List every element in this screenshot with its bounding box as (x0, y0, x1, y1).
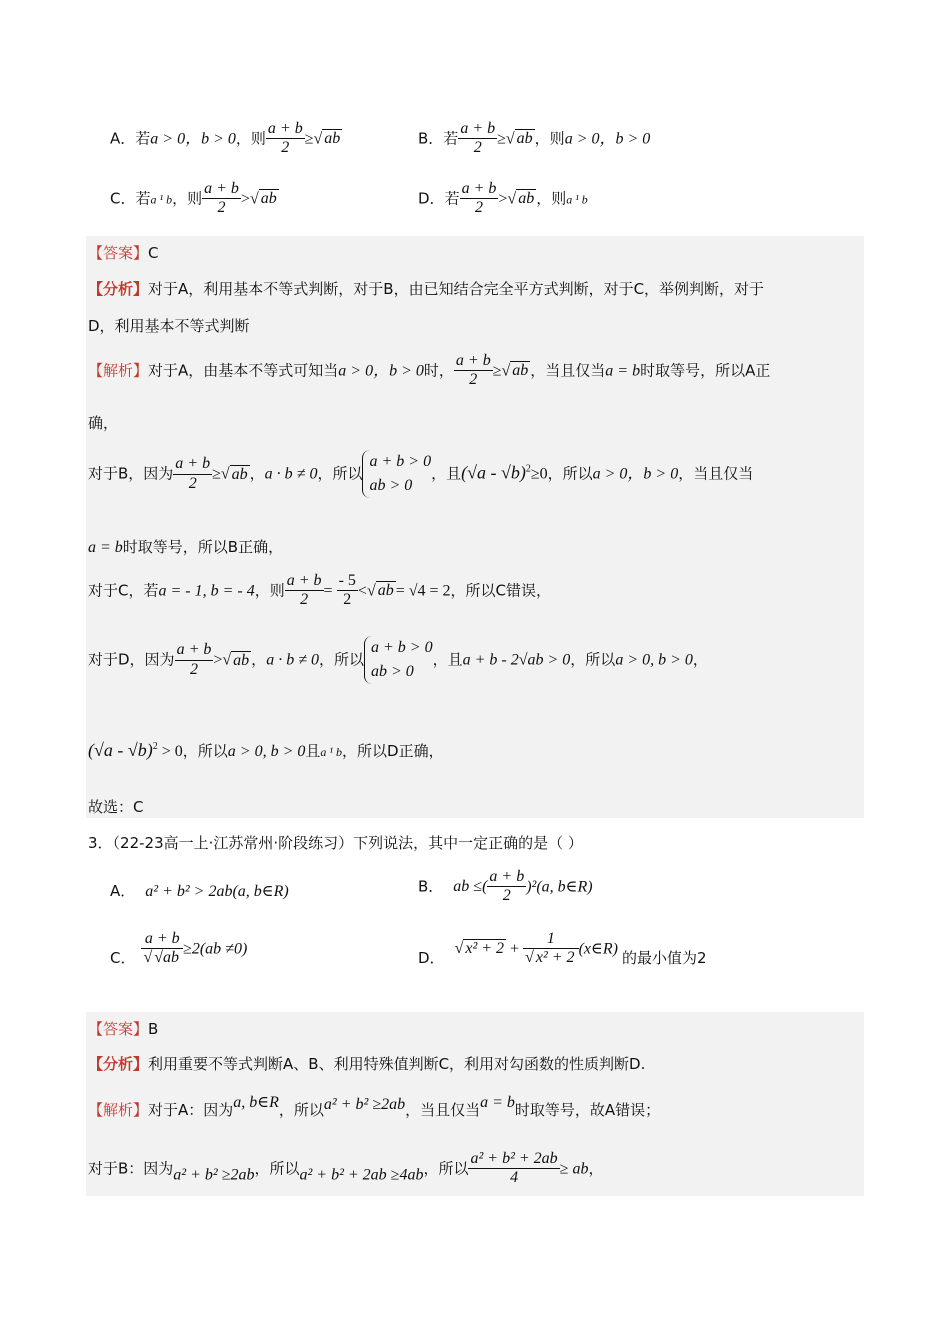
q3-option-b[interactable]: B． ab ≤( $\frac{a + b}{2}$ )²(a, b∈R) (418, 868, 593, 905)
q2-solution-a-cont: 确， (88, 414, 119, 432)
q3-analysis-line: 【分析】利用重要不等式判断A、B、利用特殊值判断C，利用对勾函数的性质判断D. (88, 1055, 646, 1073)
q2-final-answer: 故选：C (88, 798, 144, 816)
q3-answer-line: 【答案】B (88, 1020, 159, 1038)
q2-b-system: a + b > 0 ab > 0 (362, 450, 431, 498)
q2-b-condition: a > 0，b > 0 (564, 130, 651, 148)
q2-solution-d-cont: (√a - √b)$^2$ > 0，所以a > 0, b > 0且a ¹ b，所以D正确， (88, 740, 444, 760)
q2-a-fraction: $\frac{a + b}{2}$ (267, 120, 303, 157)
q2-option-a[interactable]: A．若a > 0，b > 0，则 $\frac{a + b}{2}$ ≥√ ab (110, 120, 341, 157)
q3-option-c[interactable]: C． $\frac{a + b}{√ √ab}$ ≥2(ab ≠0) (110, 930, 248, 967)
q3-solution-b: 对于B：因为a² + b² ≥2ab，所以a² + b² + 2ab ≥4ab，所以 $\frac{\text{a² + b² + 2ab}}{4}$ ≥ ab， (88, 1150, 604, 1187)
q2-solution-d: 对于D，因为 $\frac{a + b}{2}$ >√ ab ，a · b ≠ 0，所以 a + b > 0 ab > 0 ，且a + b - 2√ab > 0，所以a > 0, b > 0， (88, 636, 708, 684)
q2-option-d[interactable]: D．若 $\frac{a + b}{2}$ >√ ab ，则a ¹ b (418, 180, 588, 217)
q2-solution-b-cont: a = b时取等号，所以B正确， (88, 538, 284, 556)
q2-a-sqrt: ab (324, 130, 341, 148)
q2-c-condition: a ¹ b (150, 192, 173, 207)
q3-stem: 3．（22-23高一上·江苏常州·阶段练习）下列说法，其中一定正确的是（ ） (88, 834, 583, 852)
q2-answer-line: 【答案】C (88, 244, 159, 262)
q2-solution-a: 【解析】对于A，由基本不等式可知当a > 0，b > 0时， $\frac{a + b}{2}$ ≥√ ab ，当且仅当a = b时取等号，所以A正 (88, 352, 771, 389)
q2-analysis-line1: 【分析】对于A，利用基本不等式判断，对于B，由已知结合完全平方式判断，对于C，举例判断，对于 (88, 280, 765, 298)
q3-option-a[interactable]: A． a² + b² > 2ab(a, b∈R) (110, 882, 289, 900)
q3-solution-a: 【解析】对于A：因为a, b∈R，所以a² + b² ≥2ab，当且仅当a = b时取等号，故A错误； (88, 1094, 661, 1119)
q2-option-b[interactable]: B．若 $\frac{a + b}{2}$ ≥√ ab ，则a > 0，b > 0 (418, 120, 651, 157)
q2-d-system: a + b > 0 ab > 0 (364, 636, 433, 684)
q2-solution-c: 对于C，若a = - 1, b = - 4，则 $\frac{a + b}{2}$ = $\frac{- 5}{2}$ <√ ab = √4 = 2，所以C错误， (88, 572, 552, 609)
q2-solution-b: 对于B，因为 $\frac{a + b}{2}$ ≥√ ab ，a · b ≠ 0，所以 a + b > 0 ab > 0 ，且(√a - √b)$^2$≥0，所以a > 0，b > 0，当且仅当 (88, 450, 753, 498)
q2-b-fraction: $\frac{a + b}{2}$ (460, 120, 496, 157)
q2-option-c[interactable]: C．若a ¹ b，则 $\frac{a + b}{2}$ >√ ab (110, 180, 277, 217)
q2-analysis-line2: D，利用基本不等式判断 (88, 317, 250, 335)
q2-a-condition: a > 0，b > 0 (150, 130, 236, 148)
q3-option-d[interactable]: D． √ x² + 2 + $\frac{1}{\text{√ x² + 2}}$ (x∈R) 的最小值为2 (418, 930, 707, 967)
